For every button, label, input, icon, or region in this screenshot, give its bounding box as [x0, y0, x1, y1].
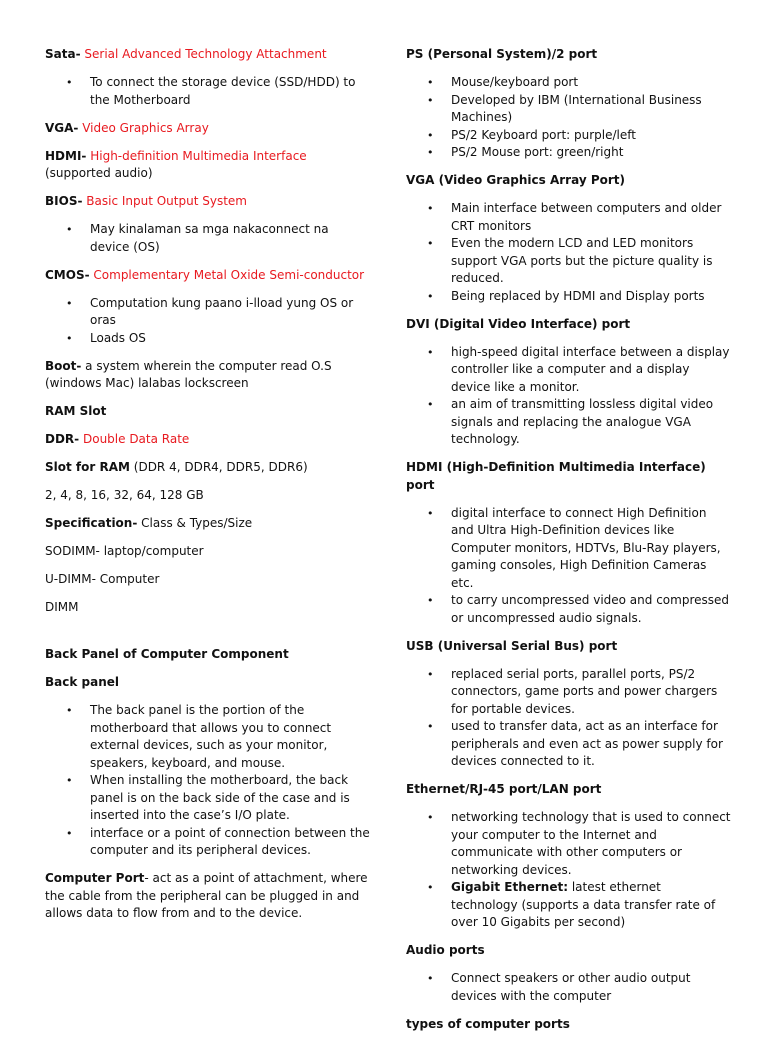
bullet-glyph: •: [427, 237, 434, 250]
bullet-glyph: •: [66, 331, 73, 345]
bullet-glyph: •: [427, 202, 434, 215]
bullet-glyph: •: [427, 811, 434, 824]
right-column: [406, 46, 731, 1044]
usb-bullets: [406, 666, 731, 771]
dvi-heading: DVI (Digital Video Interface) port: [406, 316, 631, 331]
ps2-bullets: [406, 74, 731, 162]
hdmi-port-bullets: [406, 505, 731, 628]
list-item: • Mouse/keyboard port: [406, 74, 731, 92]
bullet-glyph: •: [66, 704, 73, 717]
back-panel-title: Back panel: [45, 675, 119, 689]
list-item: • digital interface to connect High Definition and Ultra High-Definition devices like Computer monitors, HDTVs, Blu-Ray players, gaming consoles, High Definition Cameras etc.: [427, 505, 721, 590]
ram-slot-heading: RAM Slot: [45, 404, 107, 418]
list-item: • to carry uncompressed video and compressed or uncompressed audio signals.: [427, 593, 729, 625]
bullet-glyph: •: [427, 345, 434, 359]
specification: Specification- Class & Types/Size: [45, 516, 253, 530]
list-item: • To connect the storage device (SSD/HDD) to the Motherboard: [66, 75, 356, 107]
boot-definition: Boot- a system wherein the computer read O.S (windows Mac) lalabas lockscreen: [45, 358, 332, 390]
left-column: [45, 46, 370, 933]
bullet-glyph: •: [66, 774, 73, 787]
list-item: • Being replaced by HDMI and Display ports: [406, 288, 731, 306]
list-item: • Even the modern LCD and LED monitors support VGA ports but the picture quality is reduced.: [427, 236, 713, 285]
bullet-glyph: •: [66, 826, 73, 840]
list-item: • high-speed digital interface between a display controller like a computer and a display device like a monitor.: [427, 344, 730, 394]
list-item: • Computation kung paano i-lload yung OS or oras: [66, 295, 354, 327]
types-heading: types of computer ports: [406, 1016, 570, 1031]
bullet-glyph: •: [427, 146, 434, 159]
bullet-glyph: •: [427, 972, 434, 985]
bios-definition: BIOS- Basic Input Output System: [45, 194, 247, 208]
bios-bullets: [45, 221, 370, 256]
bullet-glyph: •: [66, 223, 73, 236]
dimm: DIMM: [45, 600, 79, 614]
bullet-glyph: •: [66, 296, 73, 310]
audio-bullets: [406, 970, 731, 1005]
ethernet-heading: Ethernet/RJ-45 port/LAN port: [406, 782, 602, 796]
vga-definition: VGA- Video Graphics Array: [45, 120, 209, 135]
cmos-definition: CMOS- Complementary Metal Oxide Semi-conductor: [45, 267, 365, 282]
bullet-glyph: •: [427, 594, 434, 607]
hdmi-port-heading: HDMI (High-Definition Multimedia Interface) port: [406, 460, 706, 492]
back-panel-section-heading: Back Panel of Computer Component: [45, 647, 289, 661]
slot-for-ram: Slot for RAM (DDR 4, DDR4, DDR5, DDR6): [45, 460, 308, 474]
list-item: • networking technology that is used to connect your computer to the Internet and communicate with other computers or networking devices.: [427, 810, 731, 877]
bullet-glyph: •: [427, 506, 434, 520]
bullet-glyph: •: [427, 76, 434, 89]
hdmi-definition: HDMI- High-definition Multimedia Interface (supported audio): [45, 148, 307, 180]
ps2-heading: PS (Personal System)/2 port: [406, 47, 598, 61]
audio-heading: Audio ports: [406, 943, 485, 957]
list-item: • replaced serial ports, parallel ports, PS/2 connectors, game ports and power chargers for portable devices.: [427, 666, 718, 716]
list-item: • Main interface between computers and older CRT monitors: [427, 201, 722, 233]
bullet-glyph: •: [427, 398, 434, 411]
list-item: • Developed by IBM (International Business Machines): [427, 92, 702, 124]
bullet-glyph: •: [427, 93, 434, 107]
list-item: • PS/2 Mouse port: green/right: [406, 144, 731, 162]
list-item: • May kinalaman sa mga nakaconnect na device (OS): [66, 222, 329, 254]
sata-definition: Sata- Serial Advanced Technology Attachment: [45, 47, 327, 61]
list-item: • interface or a point of connection between the computer and its peripheral devices.: [66, 825, 370, 857]
list-item: • When installing the motherboard, the back panel is on the back side of the case and is inserted into the case’s I/O plate.: [66, 773, 350, 822]
ethernet-bullets: [406, 809, 731, 932]
sata-bullets: [45, 74, 370, 109]
usb-heading: USB (Universal Serial Bus) port: [406, 638, 618, 653]
dvi-bullets: [406, 344, 731, 449]
list-item: • The back panel is the portion of the motherboard that allows you to connect external devices, such as your monitor, speakers, keyboard, and mouse.: [66, 703, 332, 770]
bullet-glyph: •: [427, 128, 434, 142]
list-item: • PS/2 Keyboard port: purple/left: [406, 127, 731, 145]
ram-sizes: 2, 4, 8, 16, 32, 64, 128 GB: [45, 488, 204, 502]
bullet-glyph: •: [427, 289, 434, 303]
list-item: • Gigabit Ethernet: latest ethernet technology (supports a data transfer rate of over 10 Gigabits per second): [427, 880, 716, 929]
vga-port-bullets: [406, 200, 731, 305]
back-panel-bullets: [45, 702, 370, 860]
computer-port-definition: Computer Port- act as a point of attachment, where the cable from the peripheral can be plugged in and allows data to flow from and to the device.: [45, 871, 368, 920]
list-item: • Loads OS: [45, 330, 370, 348]
vga-port-heading: VGA (Video Graphics Array Port): [406, 173, 625, 187]
ddr-definition: DDR- Double Data Rate: [45, 432, 190, 446]
bullet-glyph: •: [427, 667, 434, 681]
bullet-glyph: •: [66, 76, 73, 89]
bullet-glyph: •: [427, 720, 434, 733]
list-item: • an aim of transmitting lossless digital video signals and replacing the analogue VGA technology.: [427, 397, 714, 446]
bullet-glyph: •: [427, 881, 434, 894]
cmos-bullets: [45, 295, 370, 348]
udimm: U-DIMM- Computer: [45, 572, 160, 586]
sodimm: SODIMM- laptop/computer: [45, 544, 204, 558]
list-item: • used to transfer data, act as an interface for peripherals and even act as power supply for devices connected to it.: [427, 719, 723, 768]
list-item: • Connect speakers or other audio output devices with the computer: [427, 971, 691, 1003]
